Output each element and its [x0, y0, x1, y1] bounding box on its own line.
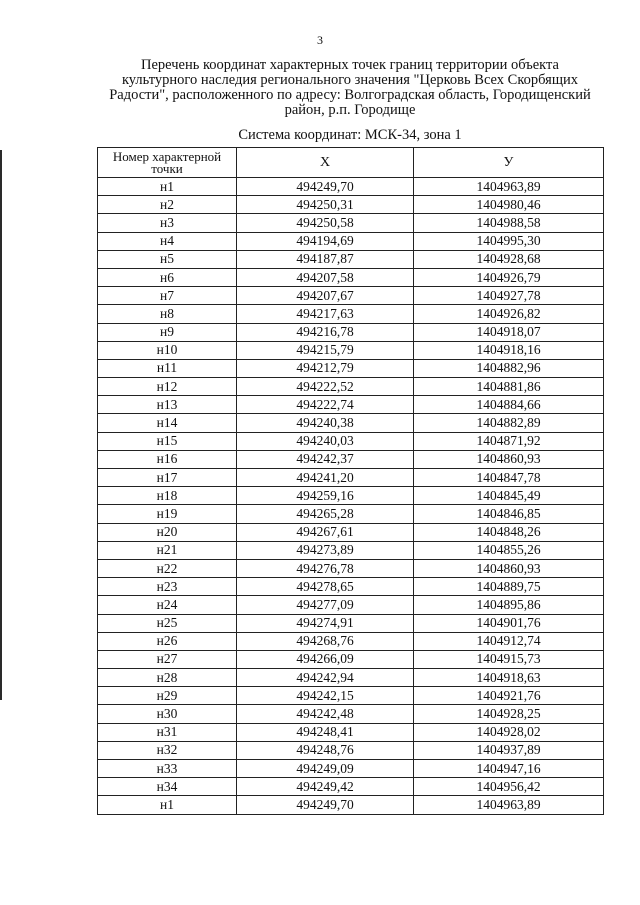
title-line: Радости", расположенного по адресу: Волгоградская область, Городищенский	[109, 87, 591, 103]
table-row	[98, 705, 604, 723]
x-cell: 494240,03	[237, 432, 414, 450]
table-row	[98, 469, 604, 487]
y-cell: 1404918,63	[414, 669, 604, 687]
x-cell: 494250,58	[237, 214, 414, 232]
y-cell: 1404963,89	[414, 796, 604, 814]
table-row	[98, 487, 604, 505]
x-cell: 494248,41	[237, 723, 414, 741]
point-cell: н16	[98, 450, 237, 468]
x-cell: 494187,87	[237, 250, 414, 268]
y-cell: 1404921,76	[414, 687, 604, 705]
x-cell: 494242,94	[237, 669, 414, 687]
point-cell: н24	[98, 596, 237, 614]
x-cell: 494249,09	[237, 760, 414, 778]
y-cell: 1404881,86	[414, 378, 604, 396]
point-cell: н22	[98, 559, 237, 577]
x-cell: 494222,74	[237, 396, 414, 414]
y-cell: 1404855,26	[414, 541, 604, 559]
y-cell: 1404926,82	[414, 305, 604, 323]
x-cell: 494276,78	[237, 559, 414, 577]
table-row	[98, 741, 604, 759]
document-title	[90, 58, 610, 118]
y-cell: 1404963,89	[414, 178, 604, 196]
table-row	[98, 396, 604, 414]
table-row	[98, 378, 604, 396]
table-row	[98, 305, 604, 323]
point-cell: н31	[98, 723, 237, 741]
y-cell: 1404956,42	[414, 778, 604, 796]
point-cell: н1	[98, 178, 237, 196]
point-cell: н10	[98, 341, 237, 359]
point-cell: н4	[98, 232, 237, 250]
coordinates-table	[97, 147, 604, 815]
point-cell: н2	[98, 196, 237, 214]
x-cell: 494215,79	[237, 341, 414, 359]
y-cell: 1404915,73	[414, 650, 604, 668]
table-row	[98, 578, 604, 596]
header-y: У	[414, 148, 604, 178]
y-cell: 1404895,86	[414, 596, 604, 614]
y-cell: 1404860,93	[414, 559, 604, 577]
x-cell: 494265,28	[237, 505, 414, 523]
point-cell: н11	[98, 359, 237, 377]
x-cell: 494268,76	[237, 632, 414, 650]
table-row	[98, 505, 604, 523]
point-cell: н6	[98, 268, 237, 286]
table-row	[98, 268, 604, 286]
x-cell: 494241,20	[237, 469, 414, 487]
y-cell: 1404882,89	[414, 414, 604, 432]
x-cell: 494207,67	[237, 287, 414, 305]
point-cell: н32	[98, 741, 237, 759]
x-cell: 494249,42	[237, 778, 414, 796]
scan-edge-mark	[0, 150, 2, 700]
point-cell: н27	[98, 650, 237, 668]
point-cell: н26	[98, 632, 237, 650]
point-cell: н20	[98, 523, 237, 541]
table-row	[98, 287, 604, 305]
table-row	[98, 596, 604, 614]
point-cell: н14	[98, 414, 237, 432]
point-cell: н19	[98, 505, 237, 523]
x-cell: 494242,48	[237, 705, 414, 723]
point-cell: н25	[98, 614, 237, 632]
x-cell: 494267,61	[237, 523, 414, 541]
x-cell: 494273,89	[237, 541, 414, 559]
point-cell: н1	[98, 796, 237, 814]
table-row	[98, 250, 604, 268]
table-row	[98, 723, 604, 741]
y-cell: 1404860,93	[414, 450, 604, 468]
y-cell: 1404882,96	[414, 359, 604, 377]
y-cell: 1404926,79	[414, 268, 604, 286]
y-cell: 1404988,58	[414, 214, 604, 232]
page-number: 3	[317, 33, 323, 47]
y-cell: 1404901,76	[414, 614, 604, 632]
y-cell: 1404884,66	[414, 396, 604, 414]
y-cell: 1404889,75	[414, 578, 604, 596]
y-cell: 1404980,46	[414, 196, 604, 214]
table-row	[98, 687, 604, 705]
point-cell: н13	[98, 396, 237, 414]
table-row	[98, 359, 604, 377]
header-x: X	[237, 148, 414, 178]
x-cell: 494240,38	[237, 414, 414, 432]
table-row	[98, 414, 604, 432]
point-cell: н30	[98, 705, 237, 723]
header-point-number: Номер характерной точки	[98, 148, 237, 178]
y-cell: 1404928,02	[414, 723, 604, 741]
table-row	[98, 523, 604, 541]
x-cell: 494277,09	[237, 596, 414, 614]
table-row	[98, 650, 604, 668]
y-cell: 1404847,78	[414, 469, 604, 487]
y-cell: 1404918,07	[414, 323, 604, 341]
point-cell: н21	[98, 541, 237, 559]
x-cell: 494274,91	[237, 614, 414, 632]
title-line: район, р.п. Городище	[284, 102, 416, 118]
point-cell: н15	[98, 432, 237, 450]
table-row	[98, 541, 604, 559]
table-body	[98, 178, 604, 815]
point-cell: н12	[98, 378, 237, 396]
y-cell: 1404947,16	[414, 760, 604, 778]
table-header-row	[98, 148, 604, 178]
y-cell: 1404871,92	[414, 432, 604, 450]
y-cell: 1404928,68	[414, 250, 604, 268]
point-cell: н17	[98, 469, 237, 487]
y-cell: 1404918,16	[414, 341, 604, 359]
x-cell: 494278,65	[237, 578, 414, 596]
x-cell: 494242,15	[237, 687, 414, 705]
title-line: культурного наследия регионального значения "Церковь Всех Скорбящих	[121, 72, 579, 88]
point-cell: н18	[98, 487, 237, 505]
x-cell: 494249,70	[237, 178, 414, 196]
table-row	[98, 178, 604, 196]
point-cell: н23	[98, 578, 237, 596]
table-row	[98, 432, 604, 450]
table-row	[98, 232, 604, 250]
point-cell: н7	[98, 287, 237, 305]
point-cell: н28	[98, 669, 237, 687]
x-cell: 494216,78	[237, 323, 414, 341]
y-cell: 1404848,26	[414, 523, 604, 541]
point-cell: н5	[98, 250, 237, 268]
x-cell: 494248,76	[237, 741, 414, 759]
y-cell: 1404927,78	[414, 287, 604, 305]
point-cell: н8	[98, 305, 237, 323]
y-cell: 1404937,89	[414, 741, 604, 759]
y-cell: 1404928,25	[414, 705, 604, 723]
point-cell: н33	[98, 760, 237, 778]
point-cell: н29	[98, 687, 237, 705]
table-row	[98, 760, 604, 778]
table-row	[98, 450, 604, 468]
x-cell: 494249,70	[237, 796, 414, 814]
table-row	[98, 669, 604, 687]
x-cell: 494242,37	[237, 450, 414, 468]
point-cell: н9	[98, 323, 237, 341]
table-row	[98, 559, 604, 577]
x-cell: 494266,09	[237, 650, 414, 668]
table-row	[98, 632, 604, 650]
x-cell: 494259,16	[237, 487, 414, 505]
y-cell: 1404845,49	[414, 487, 604, 505]
title-line: Перечень координат характерных точек границ территории объекта	[141, 57, 559, 73]
x-cell: 494212,79	[237, 359, 414, 377]
y-cell: 1404912,74	[414, 632, 604, 650]
point-cell: н34	[98, 778, 237, 796]
table-row	[98, 796, 604, 814]
table-row	[98, 323, 604, 341]
x-cell: 494207,58	[237, 268, 414, 286]
x-cell: 494217,63	[237, 305, 414, 323]
x-cell: 494194,69	[237, 232, 414, 250]
table-row	[98, 614, 604, 632]
y-cell: 1404846,85	[414, 505, 604, 523]
x-cell: 494250,31	[237, 196, 414, 214]
table-row	[98, 341, 604, 359]
table-row	[98, 214, 604, 232]
x-cell: 494222,52	[237, 378, 414, 396]
table-row	[98, 778, 604, 796]
y-cell: 1404995,30	[414, 232, 604, 250]
coordinate-system-caption: Система координат: МСК-34, зона 1	[238, 127, 462, 143]
table-row	[98, 196, 604, 214]
point-cell: н3	[98, 214, 237, 232]
